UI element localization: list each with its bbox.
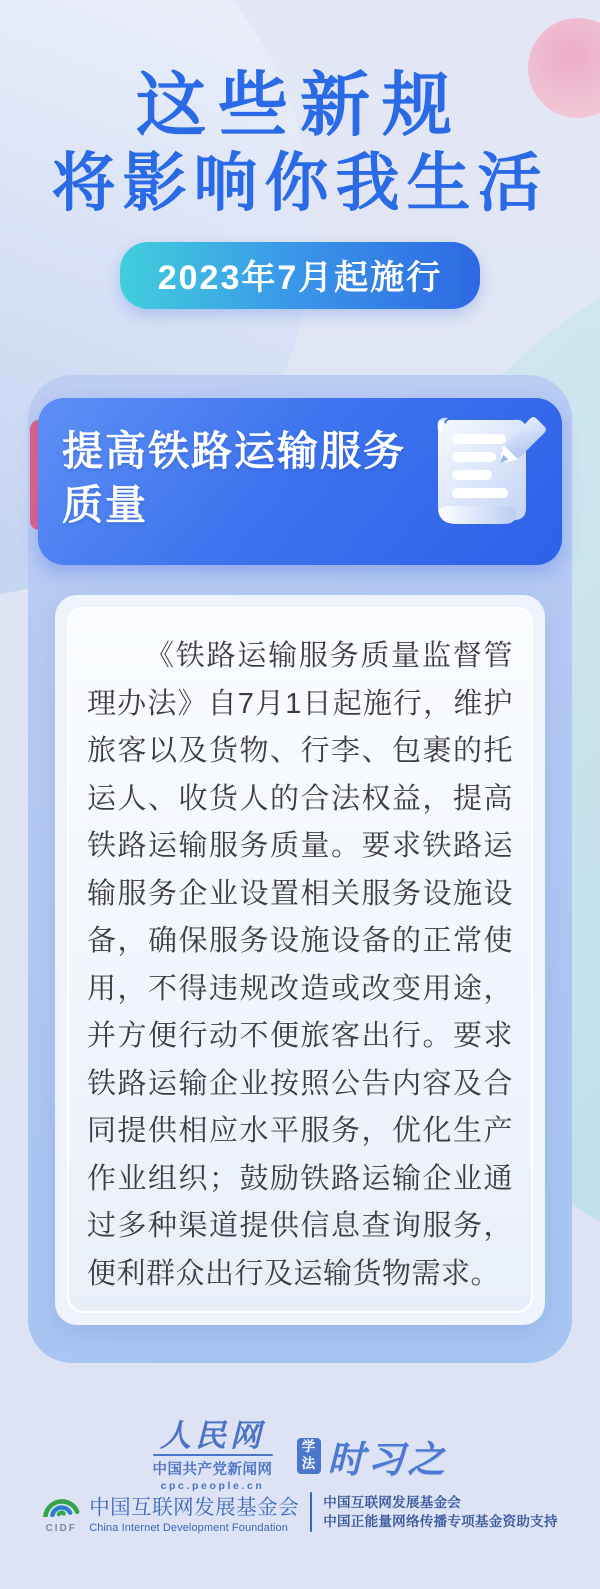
peoples-daily-logo <box>153 1420 273 1492</box>
poster-header <box>0 0 600 309</box>
content-card <box>55 595 545 1325</box>
peoples-daily-script-wordmark: 人民网 <box>160 1418 265 1453</box>
support-credit-line2: 中国正能量网络传播专项基金资助支持 <box>323 1514 558 1529</box>
poster-title-line2: 将影响你我生活 <box>51 147 549 220</box>
cidf-names <box>89 1490 299 1534</box>
shixizhi-wordmark: 时习之 <box>327 1439 448 1480</box>
xuefa-badge <box>297 1438 321 1474</box>
cidf-logo-block <box>42 1490 299 1534</box>
cidf-logo <box>42 1490 80 1534</box>
cidf-abbr: CIDF <box>45 1523 77 1534</box>
xuefa-char-top: 学 <box>301 1439 316 1455</box>
footer-foundation-row <box>0 1490 600 1534</box>
topic-title: 提高铁路运输服务质量 <box>62 428 406 528</box>
cidf-name-en: China Internet Development Foundation <box>89 1522 288 1534</box>
support-credit-block <box>323 1493 558 1531</box>
effective-date-badge: 2023年7月起施行 <box>120 242 481 309</box>
peoples-daily-divider-line <box>153 1454 273 1456</box>
document-pencil-icon <box>422 410 548 540</box>
topic-card <box>38 398 562 565</box>
xuefa-char-bottom: 法 <box>301 1456 316 1471</box>
footer-logos-row <box>0 1420 600 1492</box>
content-inner-panel <box>67 607 533 1313</box>
cpc-news-site-name: 中国共产党新闻网 <box>152 1462 273 1478</box>
regulation-panel <box>28 375 572 1363</box>
regulation-body-text: 《铁路运输服务质量监督管理办法》自7月1日起施行，维护旅客以及货物、行李、包裹的托运人、收货人的合法权益，提高铁路运输服务质量。要求铁路运输服务企业设置相关服务设施设备，确保服务设施设备的正常使用，不得违规改造或改变用途，并方便行动不便旅客出行。要求铁路运输企业按照公告内容及合同提供相应水平服务，优化生产作业组织；鼓励铁路运输企业通过多种渠道提供信息查询服务，便利群众出行及运输货物需求。 <box>87 640 513 1290</box>
footer-vertical-divider <box>310 1492 312 1532</box>
support-credit-line1: 中国互联网发展基金会 <box>323 1494 462 1510</box>
cpc-news-url: cpc.people.cn <box>160 1480 265 1492</box>
cidf-arcs-icon <box>42 1490 80 1517</box>
xuefa-shixizhi-logo <box>297 1429 448 1483</box>
poster-title-line1: 这些新规 <box>136 66 464 144</box>
cidf-name-cn: 中国互联网发展基金会 <box>89 1496 300 1519</box>
